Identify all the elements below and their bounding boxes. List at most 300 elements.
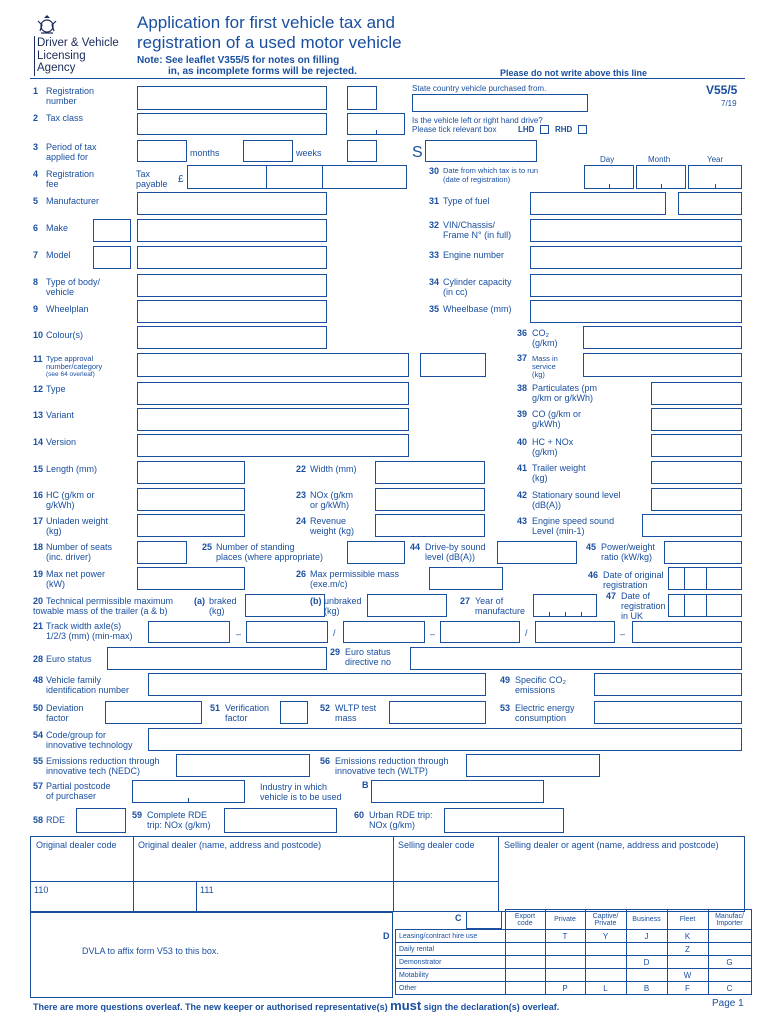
num-8: 8 [33, 277, 39, 287]
num-19: 19 [33, 569, 44, 579]
num-54: 54 [33, 730, 44, 740]
label-uk-date-2: registration [621, 601, 666, 611]
label-width: Width (mm) [310, 464, 357, 474]
label-wltp-mass-1: WLTP test [335, 703, 377, 713]
royal-crest-icon [34, 15, 60, 35]
label-rhd: RHD [555, 125, 573, 134]
grid-cell[interactable]: G [708, 956, 751, 969]
co-field[interactable] [651, 408, 742, 431]
form-code: V55/5 [706, 83, 738, 97]
table-row [396, 930, 752, 943]
label-towable-2: towable mass of the trailer (a & b) [33, 606, 168, 616]
num-26: 26 [296, 569, 307, 579]
version-field[interactable] [137, 434, 409, 457]
label-state-country: State country vehicle purchased from. [412, 84, 547, 93]
registration-number-field[interactable] [137, 86, 327, 110]
grid-cell[interactable]: J [626, 930, 667, 943]
label-verification-2: factor [225, 713, 248, 723]
vin-field[interactable] [530, 219, 742, 242]
hc-field[interactable] [137, 488, 245, 511]
table-row [396, 982, 752, 995]
label-complete-rde-1: Complete RDE [147, 810, 208, 820]
num-41: 41 [517, 463, 528, 473]
make-code-field[interactable] [93, 219, 131, 242]
num-25: 25 [202, 542, 213, 552]
label-nox-2: or g/kWh) [310, 500, 350, 510]
num-47: 47 [606, 591, 617, 601]
seats-field[interactable] [137, 541, 187, 564]
grid-cell[interactable] [708, 930, 751, 943]
label-type-approval-1: Type approval [46, 354, 94, 363]
footer-text-b: sign the declaration(s) overleaf. [423, 1002, 560, 1012]
label-date-tax-1: Date from which tax is to run [443, 166, 539, 175]
state-country-field[interactable] [412, 94, 588, 112]
row-label: Demonstrator [396, 956, 506, 969]
width-field[interactable] [375, 461, 485, 484]
track-width-3-max[interactable] [632, 621, 742, 643]
num-21: 21 [33, 621, 44, 631]
label-stationary-2: (dB(A)) [532, 500, 561, 510]
specific-co2-field[interactable] [594, 673, 742, 696]
label-period-of-tax-1: Period of tax [46, 142, 97, 152]
label-hcnox-1: HC + NOx [532, 437, 574, 447]
label-lhd: LHD [518, 125, 535, 134]
label-euro-status: Euro status [46, 654, 92, 664]
length-field[interactable] [137, 461, 245, 484]
euro-directive-field[interactable] [410, 647, 742, 670]
label-tick-box: Please tick relevant box [412, 125, 497, 134]
label-urban-rde-2: NOx (g/km) [369, 820, 415, 830]
num-3: 3 [33, 142, 39, 152]
uk-reg-date-field[interactable] [668, 594, 742, 617]
label-fuel: Type of fuel [443, 196, 490, 206]
form-title [137, 13, 402, 53]
label-industry-2: vehicle is to be used [260, 792, 342, 802]
grid-cell[interactable]: Y [585, 930, 626, 943]
num-35: 35 [429, 304, 440, 314]
label-deviation-1: Deviation [46, 703, 84, 713]
track-width-3-min[interactable] [535, 621, 615, 643]
label-weeks: weeks [296, 148, 322, 158]
label-orig-dealer-code: Original dealer code [36, 840, 117, 850]
label-particulates-2: g/km or g/kWh) [532, 393, 594, 403]
label-unbraked-kg: (kg) [324, 606, 340, 616]
months-field[interactable] [137, 140, 187, 162]
header-fleet: Fleet [667, 910, 708, 930]
note-line1: Note: See leaflet V355/5 for notes on filling [137, 55, 340, 66]
label-date-tax-2: (date of registration) [443, 175, 511, 184]
stationary-field[interactable] [651, 488, 742, 511]
label-months: months [190, 148, 220, 158]
label-hcnox-2: (g/km) [532, 447, 558, 457]
num-17: 17 [33, 516, 44, 526]
track-width-2-max[interactable] [440, 621, 520, 643]
num-4: 4 [33, 169, 39, 179]
revenue-weight-field[interactable] [375, 514, 485, 537]
label-uk-date-1: Date of [621, 591, 651, 601]
label-industry-1: Industry in which [260, 782, 328, 792]
num-46: 46 [588, 570, 599, 580]
num-48: 48 [33, 675, 44, 685]
num-42: 42 [517, 490, 528, 500]
label-wheelbase: Wheelbase (mm) [443, 304, 512, 314]
label-power-weight-2: ratio (kW/kg) [601, 552, 653, 562]
label-co-2: g/kWh) [532, 419, 561, 429]
num-6: 6 [33, 223, 39, 233]
label-registration-fee-2: fee [46, 179, 59, 189]
label-year-manufacture-2: manufacture [475, 606, 526, 616]
wheelbase-field[interactable] [530, 300, 742, 323]
label-revenue-weight-2: weight (kg) [310, 526, 355, 536]
note-line2: in, as incomplete forms will be rejected. [168, 66, 357, 77]
label-b: B [362, 780, 369, 790]
num-43: 43 [517, 516, 528, 526]
label-engine-speed-1: Engine speed sound [532, 516, 615, 526]
label-complete-rde-2: trip: NOx (g/km) [147, 820, 211, 830]
row-label: Motability [396, 969, 506, 982]
label-seats-2: (inc. driver) [46, 552, 92, 562]
label-wltp-tech-2: innovative tech (WLTP) [335, 766, 428, 776]
label-cylinder-1: Cylinder capacity [443, 277, 512, 287]
num-36: 36 [517, 328, 528, 338]
num-58: 58 [33, 815, 44, 825]
max-power-field[interactable] [137, 567, 245, 590]
track-width-2-min[interactable] [343, 621, 425, 643]
complete-rde-field[interactable] [224, 808, 337, 833]
tax-payable-field[interactable] [187, 165, 407, 189]
label-postcode-2: of purchaser [46, 791, 97, 801]
header-private: Private [545, 910, 585, 930]
label-braked: braked [209, 596, 237, 606]
label-sell-dealer-name: Selling dealer or agent (name, address and postcode) [504, 840, 719, 850]
model-field[interactable] [137, 246, 327, 269]
label-engine-number: Engine number [443, 250, 505, 260]
grid-cell[interactable]: B [626, 982, 667, 995]
make-field[interactable] [137, 219, 327, 242]
period-code-field[interactable] [347, 140, 377, 162]
label-standing-2: places (where appropriate) [216, 552, 324, 562]
model-code-field[interactable] [93, 246, 131, 269]
label-model: Model [46, 250, 71, 260]
form-date: 7/19 [721, 99, 737, 108]
label-wltp-mass-2: mass [335, 713, 357, 723]
label-111: 111 [200, 885, 214, 895]
num-1: 1 [33, 86, 39, 96]
trailer-field[interactable] [651, 461, 742, 484]
deviation-field[interactable] [105, 701, 202, 724]
industry-field[interactable] [371, 780, 544, 803]
manufacturer-field[interactable] [137, 192, 327, 215]
grid-cell[interactable] [585, 956, 626, 969]
num-51: 51 [210, 703, 221, 713]
num-23: 23 [296, 490, 307, 500]
label-urban-rde-1: Urban RDE trip: [369, 810, 433, 820]
grid-cell[interactable] [545, 956, 585, 969]
label-innovative-code-2: innovative technology [46, 740, 133, 750]
org-line1: Driver & Vehicle [37, 37, 119, 49]
grid-cell[interactable]: W [667, 969, 708, 982]
label-revenue-weight-1: Revenue [310, 516, 347, 526]
grid-cell[interactable]: C [708, 982, 751, 995]
grid-cell[interactable] [626, 969, 667, 982]
grid-cell[interactable]: K [667, 930, 708, 943]
footer-must: must [390, 998, 422, 1013]
num-38: 38 [517, 383, 528, 393]
num-34: 34 [429, 277, 440, 287]
label-particulates-1: Particulates (pm [532, 383, 598, 393]
type-field[interactable] [137, 382, 409, 405]
label-uk-date-3: in UK [621, 611, 644, 621]
label-body-type-1: Type of body/ [46, 277, 101, 287]
label-deviation-2: factor [46, 713, 69, 723]
label-manufacturer: Manufacturer [46, 196, 100, 206]
label-mass-service-1: Mass in [532, 354, 558, 363]
mass-service-field[interactable] [583, 353, 742, 377]
grid-cell[interactable] [708, 943, 751, 956]
power-weight-field[interactable] [664, 541, 742, 564]
num-5: 5 [33, 196, 39, 206]
header-business: Business [626, 910, 667, 930]
label-driveby-1: Drive-by sound [425, 542, 486, 552]
grid-cell[interactable] [545, 969, 585, 982]
label-hc-2: g/kWh) [46, 500, 75, 510]
label-d: D [383, 931, 390, 941]
label-innovative-code-1: Code/group for [46, 730, 107, 740]
urban-rde-field[interactable] [444, 808, 564, 833]
label-day: Day [600, 155, 615, 164]
label-power-weight-1: Power/weight [601, 542, 656, 552]
organisation-name [37, 37, 119, 75]
table-row [396, 943, 752, 956]
num-33: 33 [429, 250, 440, 260]
grid-cell[interactable]: P [545, 982, 585, 995]
particulates-field[interactable] [651, 382, 742, 405]
footer-note [33, 998, 559, 1013]
standing-places-field[interactable] [347, 541, 405, 564]
label-track-width-2: 1/2/3 (mm) (min-max) [46, 631, 133, 641]
unbraked-field[interactable] [367, 594, 447, 617]
grid-cell[interactable]: L [585, 982, 626, 995]
label-family-id-2: identification number [46, 685, 130, 695]
label-trailer-2: (kg) [532, 473, 548, 483]
header-export-code: Export code [505, 910, 545, 930]
label-track-width-1: Track width axle(s) [46, 621, 122, 631]
page-number: Page 1 [712, 998, 744, 1009]
grid-cell[interactable] [505, 956, 545, 969]
label-max-mass-1: Max permissible mass [310, 569, 400, 579]
lhd-checkbox[interactable] [540, 125, 549, 134]
header-manufac-importer: Manufac/ Importer [708, 910, 751, 930]
track-width-1-max[interactable] [246, 621, 328, 643]
grid-cell[interactable]: Z [667, 943, 708, 956]
grid-cell[interactable]: T [545, 930, 585, 943]
label-length: Length (mm) [46, 464, 98, 474]
wheelplan-field[interactable] [137, 300, 327, 323]
grid-cell[interactable] [505, 969, 545, 982]
colours-field[interactable] [137, 326, 327, 349]
label-specific-co2-2: emissions [515, 685, 556, 695]
grid-cell[interactable] [505, 982, 545, 995]
cylinder-field[interactable] [530, 274, 742, 297]
grid-cell[interactable] [585, 969, 626, 982]
filling-note [137, 55, 357, 77]
grid-cell[interactable]: F [667, 982, 708, 995]
label-period-of-tax-2: applied for [46, 152, 89, 162]
track-width-1-min[interactable] [148, 621, 230, 643]
label-20b: (b) [310, 596, 322, 606]
label-trailer-1: Trailer weight [532, 463, 586, 473]
label-110: 110 [34, 885, 49, 895]
driveby-sound-field[interactable] [497, 541, 577, 564]
num-20: 20 [33, 596, 44, 606]
label-seats-1: Number of seats [46, 542, 113, 552]
wltp-tech-field[interactable] [466, 754, 600, 777]
label-postcode-1: Partial postcode [46, 781, 111, 791]
wltp-mass-field[interactable] [389, 701, 486, 724]
num-24: 24 [296, 516, 307, 526]
label-lhd-question: Is the vehicle left or right hand drive? [412, 116, 543, 125]
rde-field[interactable] [76, 808, 126, 833]
pound-sign: £ [178, 174, 184, 185]
hcnox-field[interactable] [651, 434, 742, 457]
label-orig-date-1: Date of original [603, 570, 664, 580]
label-type-approval-2: number/category [46, 362, 103, 371]
grid-cell[interactable] [585, 943, 626, 956]
nedc-field[interactable] [176, 754, 310, 777]
label-rde: RDE [46, 815, 66, 825]
label-tax-payable-1: Tax [136, 169, 151, 179]
label-vin-1: VIN/Chassis/ [443, 220, 496, 230]
num-13: 13 [33, 410, 44, 420]
label-mass-service-2: service [532, 362, 556, 371]
label-stationary-1: Stationary sound level [532, 490, 621, 500]
num-18: 18 [33, 542, 44, 552]
grid-cell[interactable] [708, 969, 751, 982]
num-40: 40 [517, 437, 528, 447]
engine-number-field[interactable] [530, 246, 742, 269]
num-56: 56 [320, 756, 331, 766]
rhd-checkbox[interactable] [578, 125, 587, 134]
label-version: Version [46, 437, 77, 447]
registration-check-field[interactable] [347, 86, 377, 110]
label-cylinder-2: (in cc) [443, 287, 468, 297]
euro-status-field[interactable] [107, 647, 327, 670]
label-month: Month [648, 155, 671, 164]
label-nox-1: NOx (g/km [310, 490, 354, 500]
electric-field[interactable] [594, 701, 742, 724]
num-52: 52 [320, 703, 331, 713]
engine-speed-field[interactable] [642, 514, 742, 537]
s-code-field[interactable] [425, 140, 537, 162]
num-55: 55 [33, 756, 44, 766]
nox-field[interactable] [375, 488, 485, 511]
label-mass-service-3: (kg) [532, 370, 545, 379]
num-27: 27 [460, 596, 471, 606]
num-15: 15 [33, 464, 44, 474]
grid-cell[interactable]: D [626, 956, 667, 969]
fuel-field[interactable] [530, 192, 666, 215]
num-45: 45 [586, 542, 597, 552]
label-specific-co2-1: Specific CO₂ [515, 675, 567, 685]
keeper-type-grid [395, 909, 752, 995]
row-label: Leasing/contract hire use [396, 930, 506, 943]
num-30: 30 [429, 166, 440, 176]
grid-cell[interactable] [505, 930, 545, 943]
label-wltp-tech-1: Emissions reduction through [335, 756, 449, 766]
co2-field[interactable] [583, 326, 742, 349]
label-engine-speed-2: Level (min-1) [532, 526, 585, 536]
label-tax-payable-2: payable [136, 179, 168, 189]
weeks-field[interactable] [243, 140, 293, 162]
label-electric-1: Electric energy [515, 703, 575, 713]
grid-cell[interactable] [545, 943, 585, 956]
org-line3: Agency [37, 62, 76, 74]
grid-cell[interactable] [667, 956, 708, 969]
variant-field[interactable] [137, 408, 409, 431]
unladen-weight-field[interactable] [137, 514, 245, 537]
grid-cell[interactable] [505, 943, 545, 956]
num-2: 2 [33, 113, 39, 123]
keeper-type-table [395, 909, 752, 995]
label-max-mass-2: (exe.m/c) [310, 579, 348, 589]
num-59: 59 [132, 810, 143, 820]
grid-cell[interactable] [626, 943, 667, 956]
label-body-type-2: vehicle [46, 287, 75, 297]
num-9: 9 [33, 304, 39, 314]
table-row [396, 956, 752, 969]
footer-text-a: There are more questions overleaf. The new keeper or authorised representative(s) [33, 1002, 388, 1012]
v53-label: DVLA to affix form V53 to this box. [82, 946, 219, 956]
num-16: 16 [33, 490, 44, 500]
num-12: 12 [33, 384, 44, 394]
label-registration-number-1: Registration [46, 86, 95, 96]
max-mass-field[interactable] [429, 567, 503, 590]
label-wheelplan: Wheelplan [46, 304, 89, 314]
c-code-field[interactable] [466, 911, 502, 929]
num-11: 11 [33, 354, 43, 364]
num-7: 7 [33, 250, 39, 260]
orig-reg-date-field[interactable] [668, 567, 742, 590]
title-line2: registration of a used motor vehicle [137, 33, 402, 52]
label-towable-1: Technical permissible maximum [46, 596, 174, 606]
label-unladen-weight-1: Unladen weight [46, 516, 109, 526]
row-label: Other [396, 982, 506, 995]
label-c: C [455, 913, 462, 923]
label-sell-dealer-code: Selling dealer code [398, 840, 475, 850]
tax-class-field[interactable] [137, 113, 327, 135]
num-14: 14 [33, 437, 44, 447]
title-line1: Application for first vehicle tax and [137, 13, 395, 32]
label-nedc-2: innovative tech (NEDC) [46, 766, 141, 776]
label-s: S [412, 144, 423, 161]
header-captive-private: Captive/ Private [585, 910, 626, 930]
label-year-manufacture-1: Year of [475, 596, 504, 606]
num-60: 60 [354, 810, 365, 820]
innovative-code-field[interactable] [148, 728, 742, 751]
label-registration-fee-1: Registration [46, 169, 95, 179]
mass-left-field[interactable] [420, 353, 486, 377]
num-31: 31 [429, 196, 440, 206]
label-year: Year [707, 155, 724, 164]
family-id-field[interactable] [148, 673, 486, 696]
verification-field[interactable] [280, 701, 308, 724]
fuel-code-field[interactable] [678, 192, 742, 215]
type-approval-field[interactable] [137, 353, 409, 377]
label-max-power-2: (kW) [46, 579, 65, 589]
body-type-field[interactable] [137, 274, 327, 297]
label-registration-number-2: number [46, 96, 77, 106]
org-line2: Licensing [37, 49, 86, 62]
